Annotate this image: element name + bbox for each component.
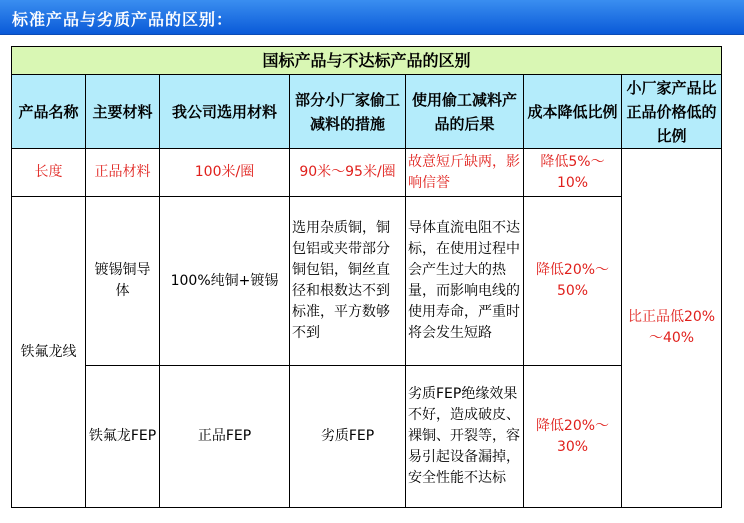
row1-consequence: 故意短斤缺两，影响信誉 — [406, 149, 524, 197]
row2-cut: 选用杂质铜，铜包铝或夹带部分铜包铝，铜丝直径和根数达不到标准，平方数够不到 — [290, 197, 406, 366]
row3-material: 铁氟龙FEP — [86, 366, 160, 508]
row3-ours: 正品FEP — [160, 366, 290, 508]
banner-title: 标准产品与劣质产品的区别： — [12, 10, 234, 29]
row1-cut: 90米～95米/圈 — [290, 149, 406, 197]
row2-ours: 100%纯铜+镀锡 — [160, 197, 290, 366]
header-cost-reduction: 成本降低比例 — [524, 75, 622, 149]
header-product-name: 产品名称 — [12, 75, 86, 149]
row1-cost: 降低5%～10% — [524, 149, 622, 197]
header-price-lower: 小厂家产品比正品价格低的比例 — [622, 75, 722, 149]
group-name-cell: 铁氟龙线 — [12, 197, 86, 508]
comparison-table — [11, 46, 722, 508]
row3-cut: 劣质FEP — [290, 366, 406, 508]
row3-cost: 降低20%～30% — [524, 366, 622, 508]
header-our-material: 我公司选用材料 — [160, 75, 290, 149]
page-banner — [0, 0, 744, 35]
row2-consequence: 导体直流电阻不达标，在使用过程中会产生过大的热量，而影响电线的使用寿命，严重时将会发生短路 — [406, 197, 524, 366]
table-title: 国标产品与不达标产品的区别 — [12, 47, 722, 75]
row3-consequence: 劣质FEP绝缘效果不好，造成破皮、裸铜、开裂等，容易引起设备漏掉，安全性能不达标 — [406, 366, 524, 508]
header-main-material: 主要材料 — [86, 75, 160, 149]
row2-cost: 降低20%～50% — [524, 197, 622, 366]
row1-material: 正品材料 — [86, 149, 160, 197]
row1-name: 长度 — [12, 149, 86, 197]
row2-material: 镀锡铜导体 — [86, 197, 160, 366]
row1-ours: 100米/圈 — [160, 149, 290, 197]
header-cut-corners: 部分小厂家偷工减料的措施 — [290, 75, 406, 149]
header-consequence: 使用偷工减料产品的后果 — [406, 75, 524, 149]
price-lower-cell: 比正品低20%～40% — [622, 149, 722, 508]
